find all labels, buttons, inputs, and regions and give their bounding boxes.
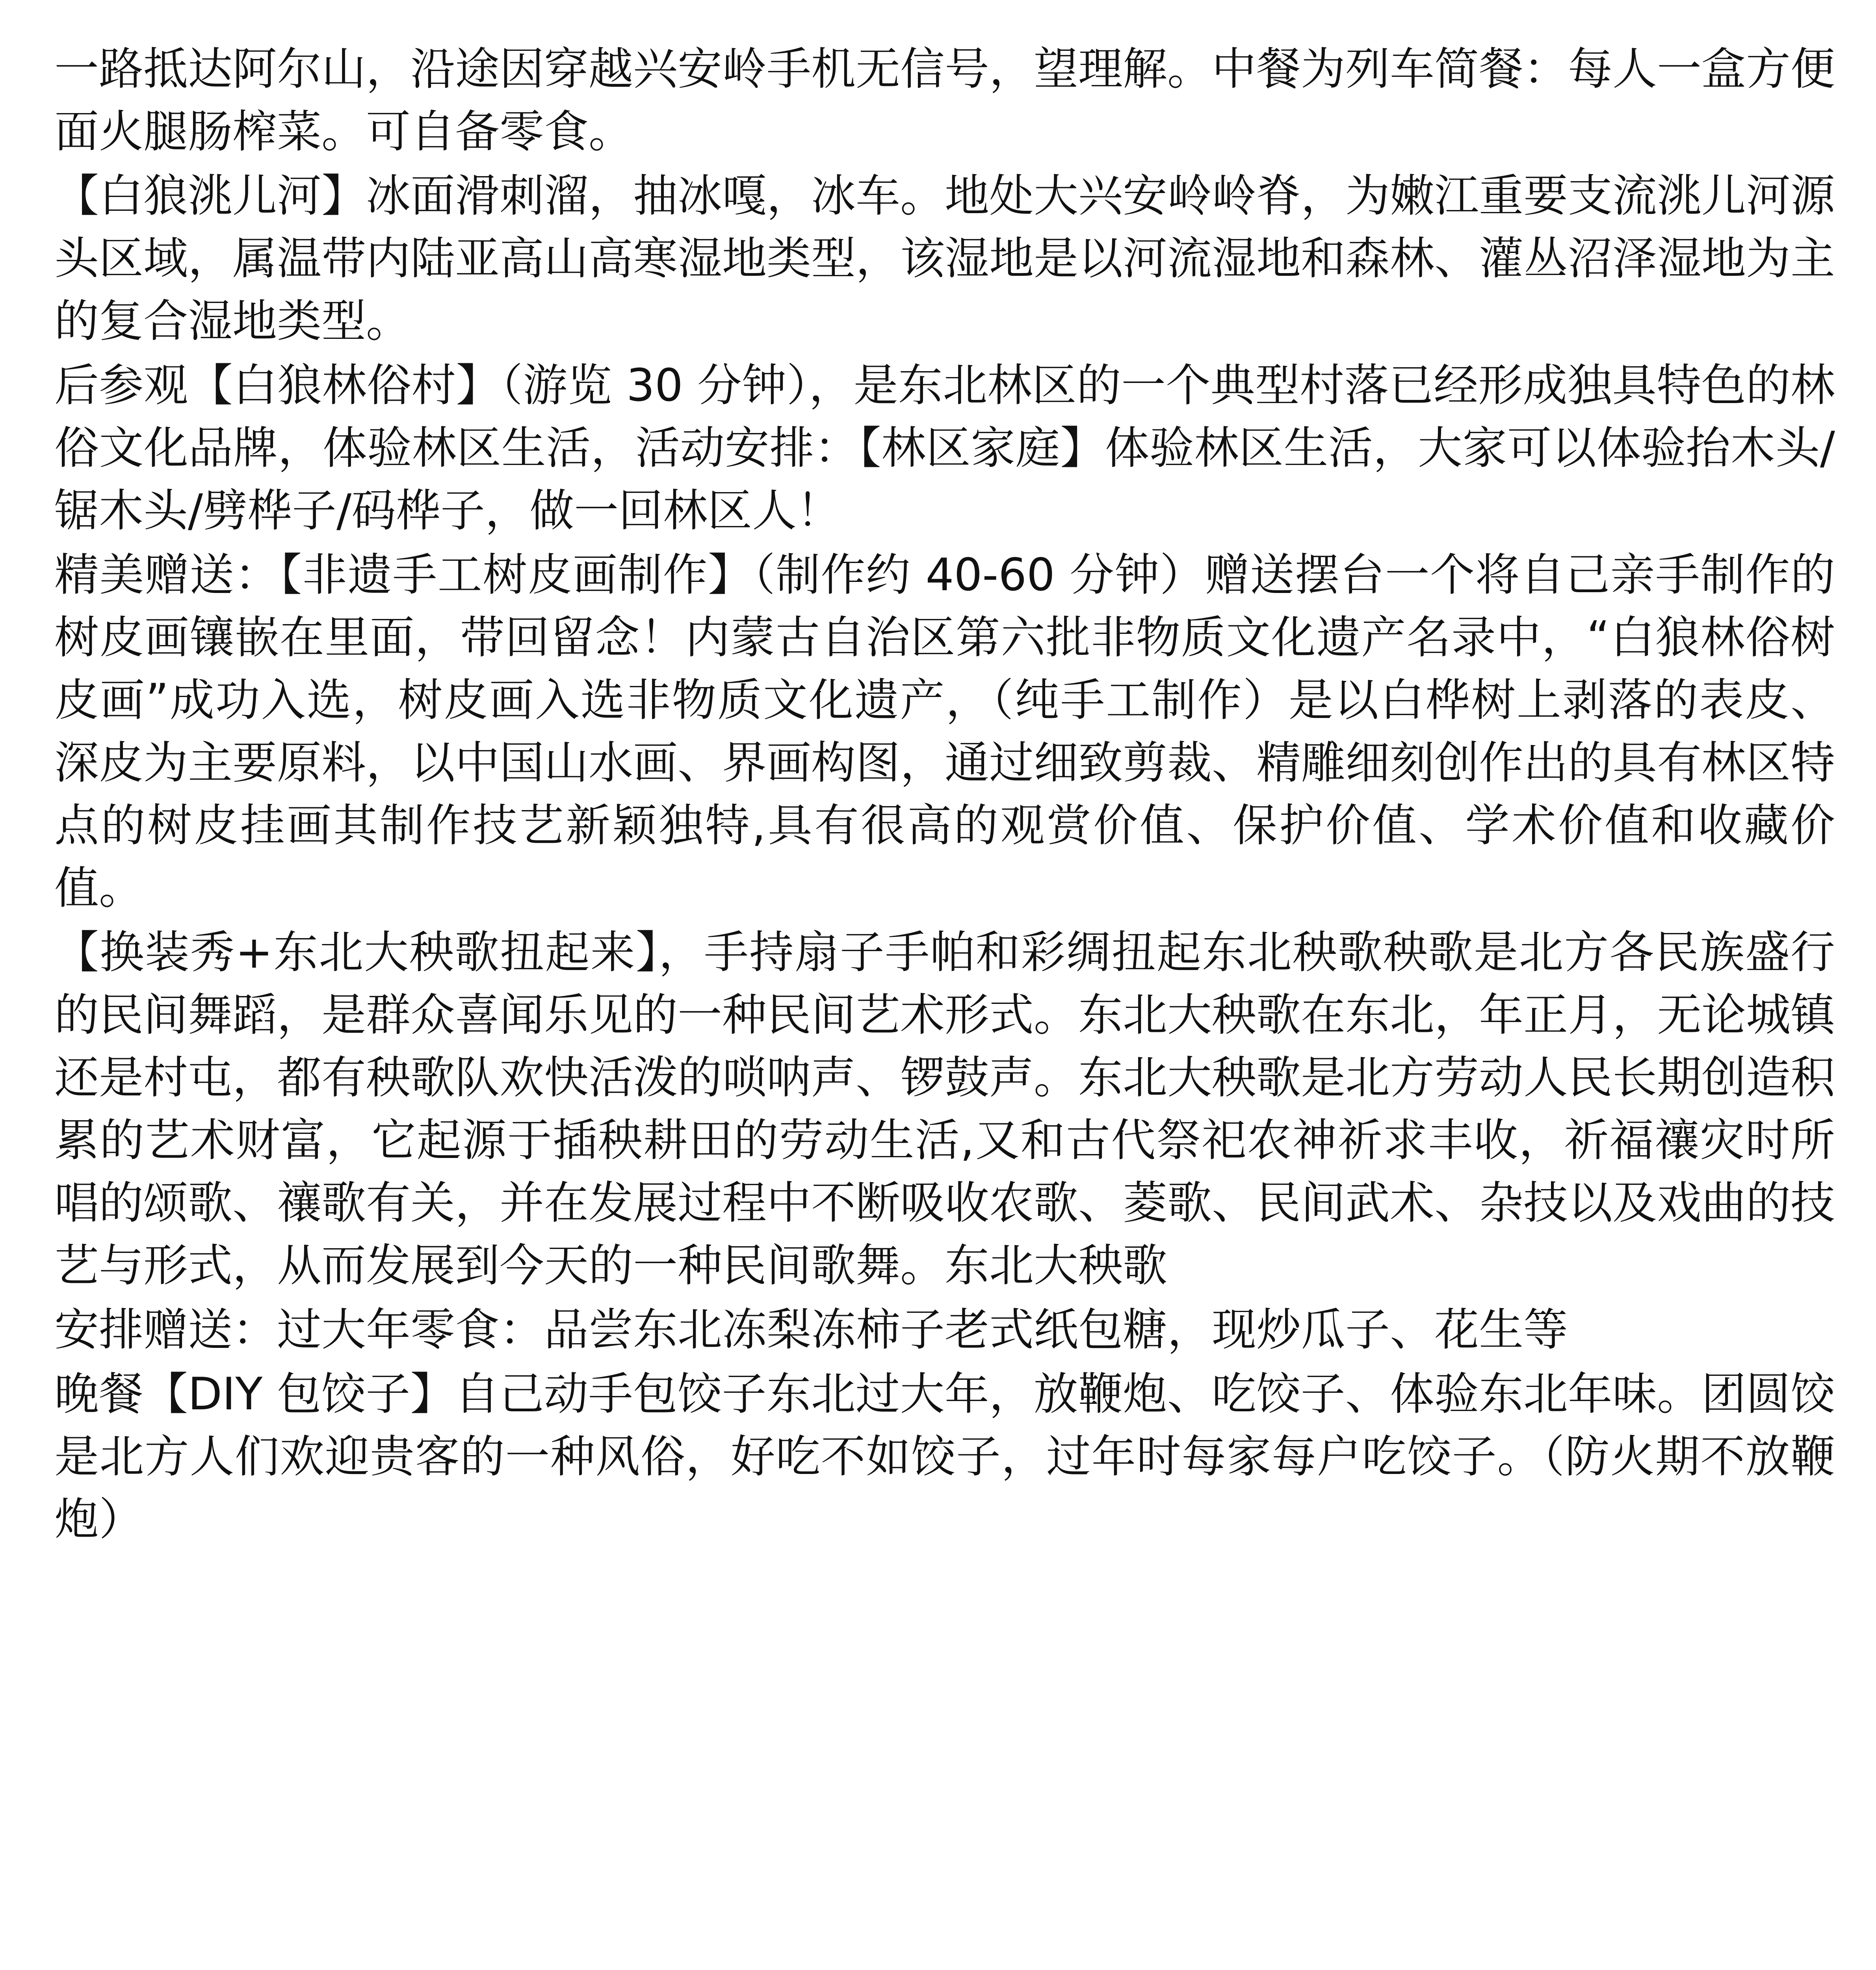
- paragraph-bailang-taoer-river: 【白狼洮儿河】冰面滑刺溜，抽冰嘎，冰车。地处大兴安岭岭脊，为嫩江重要支流洮儿河源头区域，属温带内陆亚高山高寒湿地类型，该湿地是以河流湿地和森林、灌丛沼泽湿地为主的复合湿地类型。: [54, 170, 1835, 347]
- paragraph-dumpling-dinner: 晚餐【DIY 包饺子】自己动手包饺子东北过大年，放鞭炮、吃饺子、体验东北年味。团圆饺是北方人们欢迎贵客的一种风俗，好吃不如饺子，过年时每家每户吃饺子。（防火期不放鞭炮）: [54, 1368, 1835, 1545]
- paragraph-new-year-snacks: 安排赠送：过大年零食：品尝东北冻梨冻柿子老式纸包糖，现炒瓜子、花生等: [54, 1304, 1568, 1356]
- document-body: [54, 38, 1835, 1552]
- paragraph-yangge-dance: 【换装秀+东北大秧歌扭起来】，手持扇子手帕和彩绸扭起东北秧歌秧歌是北方各民族盛行的民间舞蹈，是群众喜闻乐见的一种民间艺术形式。东北大秧歌在东北，年正月，无论城镇还是村屯，都有秧歌队欢快活泼的唢呐声、锣鼓声。东北大秧歌是北方劳动人民长期创造积累的艺术财富，它起源于插秧耕田的劳动生活,又和古代祭祀农神祈求丰收，祈福禳灾时所唱的颂歌、禳歌有关，并在发展过程中不断吸收农歌、菱歌、民间武术、杂技以及戏曲的技艺与形式，从而发展到今天的一种民间歌舞。东北大秧歌: [54, 926, 1835, 1292]
- paragraph-bark-painting-gift: 精美赠送：【非遗手工树皮画制作】（制作约 40-60 分钟）赠送摆台一个将自己亲手制作的树皮画镶嵌在里面，带回留念！内蒙古自治区第六批非物质文化遗产名录中，“白狼林俗树皮画”成功入选，树皮画入选非物质文化遗产，（纯手工制作）是以白桦树上剥落的表皮、深皮为主要原料，以中国山水画、界画构图，通过细致剪裁、精雕细刻创作出的具有林区特点的树皮挂画其制作技艺新颖独特,具有很高的观赏价值、保护价值、学术价值和收藏价值。: [54, 549, 1835, 914]
- paragraph-bailang-forest-village: 后参观【白狼林俗村】（游览 30 分钟），是东北林区的一个典型村落已经形成独具特色的林俗文化品牌，体验林区生活，活动安排：【林区家庭】体验林区生活，大家可以体验抬木头/锯木头/劈桦子/码桦子，做一回林区人！: [54, 359, 1835, 537]
- paragraph-arrival: 一路抵达阿尔山，沿途因穿越兴安岭手机无信号，望理解。中餐为列车简餐：每人一盒方便面火腿肠榨菜。可自备零食。: [54, 43, 1835, 158]
